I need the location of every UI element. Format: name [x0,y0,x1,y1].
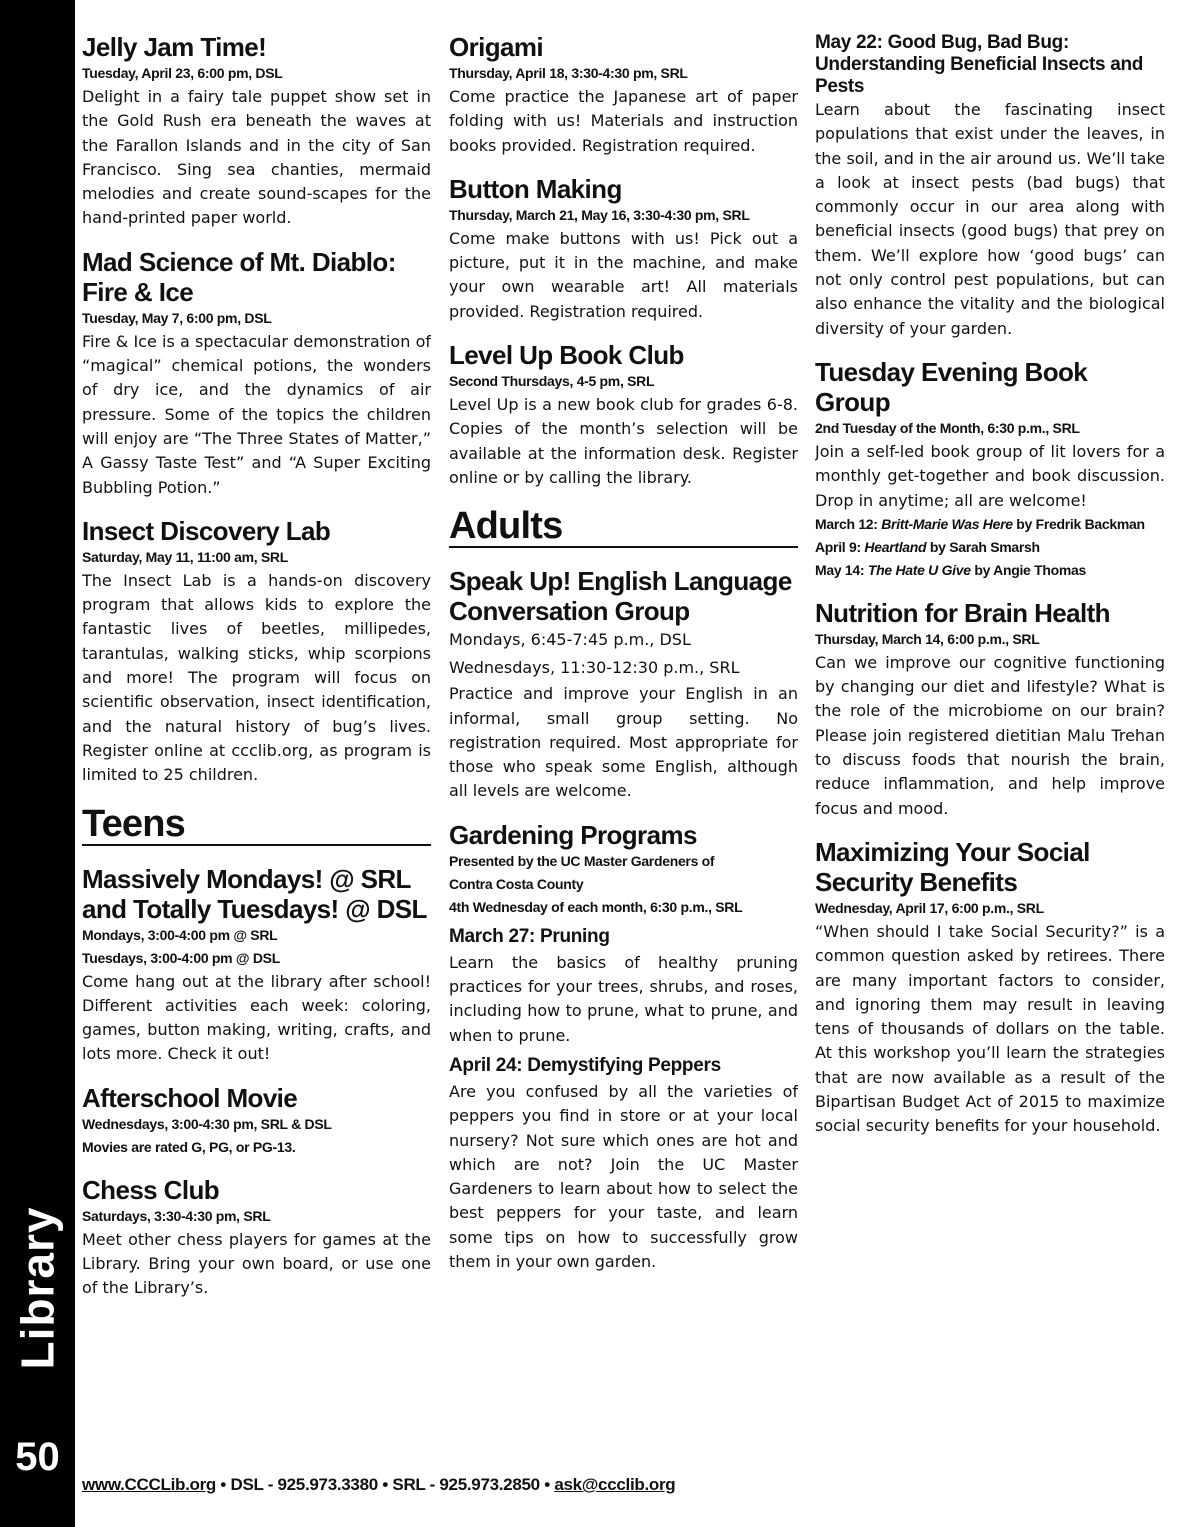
event-description: Can we improve our cognitive functioning by changing our diet and lifestyle? What is the role of the microbiome on our brain? Please join registered dietitian Malu Trehan to discuss foods that nourish the brain, reduce inflammation, and help improve focus and mood. [815,652,1165,818]
section-heading-adults: Adults [449,506,798,548]
book-title: Britt-Marie Was Here [881,515,1013,532]
event-title: Level Up Book Club [449,340,684,371]
event-meta: Thursday, March 14, 6:00 p.m., SRL [815,630,1040,647]
event-social-security [815,837,1165,1139]
event-meta: Thursday, April 18, 3:30-4:30 pm, SRL [449,65,688,81]
event-book-group [815,357,1165,582]
email-link[interactable]: ask@ccclib.org [554,1475,676,1494]
event-title: Chess Club [82,1174,220,1205]
event-level-up [449,340,798,490]
event-title-line2: Conversation Group [449,596,690,627]
event-description: Practice and improve your English in an informal, small group setting. No registration required. Most appropriate for those who speak some English, although all levels are welcome. [449,684,798,801]
event-description: Meet other chess players for games at the Library. Bring your own board, or use one of the Library’s. [82,1229,431,1298]
event-mad-science [82,247,431,500]
event-button-making [449,174,798,324]
event-meta: Thursday, March 21, May 16, 3:30-4:30 pm, SRL [449,206,750,223]
event-meta: Second Thursdays, 4-5 pm, SRL [449,373,655,390]
page-number: 50 [15,1435,60,1479]
sidebar [0,0,75,1527]
sidebar-section-label [0,1205,75,1370]
event-meta: Saturdays, 3:30-4:30 pm, SRL [82,1207,271,1224]
event-title: Jelly Jam Time! [82,32,267,62]
event-title-line1: Maximizing Your Social [815,836,1090,867]
dsl-phone: DSL - 925.973.3380 [230,1475,378,1494]
event-description: Come hang out at the library after school! Different activities each week: coloring, games, button making, writing, crafts, and lots more. Check it out! [82,971,431,1064]
book-date: March 12: [815,515,882,532]
event-speak-up [449,566,798,803]
footer-contact [82,1473,1172,1497]
book-date: April 9: [815,538,865,555]
event-gardening [449,820,798,1275]
event-title-line1: May 22: Good Bug, Bad Bug: [815,32,1069,53]
subevent-description: Learn the basics of healthy pruning practices for your trees, shrubs, and roses, including how to prune, what to prune, and when to prune. [449,952,798,1045]
event-time: Mondays, 6:45-7:45 p.m., DSL [449,630,691,650]
event-title: Gardening Programs [449,819,697,850]
event-description: Come make buttons with us! Pick out a picture, put it in the machine, and make your own wearable art! All materials provided. Registration required. [449,228,798,321]
section-heading-teens: Teens [82,804,431,846]
book-line [815,559,1165,582]
event-title-line1: Speak Up! English Language [449,566,792,597]
event-good-bug [815,32,1165,341]
book-title: The Hate U Give [867,561,971,578]
event-title: Origami [449,32,544,62]
event-title: Tuesday Evening Book Group [815,356,1088,417]
event-afterschool-movie [82,1083,431,1159]
event-meta: Contra Costa County [449,875,584,892]
event-title: Afterschool Movie [82,1082,298,1113]
event-meta: Tuesdays, 3:00-4:00 pm @ DSL [82,949,280,966]
footer-separator: • [539,1475,555,1494]
event-description: Learn about the fascinating insect populations that exist under the leaves, in the soil, and in the air around us. We’ll take a look at insect pests (bad bugs) that commonly occur in our area along with beneficial insects (good bugs) that prey on them. We’ll explore how ‘good bugs’ can not only control pest populations, but can also enhance the vitality and the biological diversity of your garden. [815,100,1165,338]
event-description: Delight in a fairy tale puppet show set in the Gold Rush era beneath the waves at the Farallon Islands and in the city of San Francisco. Sing sea chanties, mermaid melodies and create sound-scapes for the hand-printed paper world. [82,87,431,228]
book-author: by Fredrik Backman [1012,515,1145,532]
book-line [815,513,1165,536]
event-title-line3: Pests [815,76,865,97]
event-title: Nutrition for Brain Health [815,597,1110,628]
event-description: The Insect Lab is a hands-on discovery program that allows kids to explore the fantastic lives of beetles, millipedes, tarantulas, walking sticks, whip scorpions and more! The program will focus on scientific observation, insect identification, and the natural history of bug’s lives. Register online at ccclib.org, as program is limited to 25 children. [82,570,431,785]
book-title: Heartland [864,538,927,555]
footer-separator: • [377,1475,393,1494]
event-meta: Presented by the UC Master Gardeners of [449,852,715,869]
event-origami [449,32,798,158]
column-2 [449,32,798,1527]
column-3 [815,32,1165,1527]
event-nutrition [815,598,1165,821]
event-title: Button Making [449,173,622,204]
event-description: Fire & Ice is a spectacular demonstration of “magical” chemical potions, the wonders of dry ice, and the dynamics of air pressure. Some of the topics the children will enjoy are “The Three States of Matter,” A Gassy Taste Test” and “A Super Exciting Bubbling Potion.” [82,331,431,497]
event-meta: Mondays, 3:00-4:00 pm @ SRL [82,926,278,943]
website-link[interactable]: www.CCCLib.org [82,1475,216,1494]
event-description: “When should I take Social Security?” is a common question asked by retirees. There are many important factors to consider, and ignoring them may result in leaving tens of thousands of dollars on the table. At this workshop you’ll learn the strategies that are now available as a result of the Bipartisan Budget Act of 2015 to maximize social security benefits for your household. [815,921,1165,1136]
srl-phone: SRL - 925.973.2850 [392,1475,540,1494]
event-description: Join a self-led book group of lit lovers for a monthly get-together and book discussion. Drop in anytime; all are welcome! [815,441,1165,510]
event-meta: Wednesdays, 3:00-4:30 pm, SRL & DSL [82,1115,332,1132]
event-description: Level Up is a new book club for grades 6-8. Copies of the month’s selection will be available at the information desk. Register online or by calling the library. [449,395,798,487]
book-date: May 14: [815,561,868,578]
event-meta: Movies are rated G, PG, or PG-13. [82,1138,296,1155]
event-meta: 4th Wednesday of each month, 6:30 p.m., SRL [449,898,743,915]
event-title-line2: Security Benefits [815,866,1018,897]
event-time: Wednesdays, 11:30-12:30 p.m., SRL [449,658,740,678]
event-title-line2: and Totally Tuesdays! @ DSL [82,893,427,924]
event-title-line1: Massively Mondays! @ SRL [82,863,411,894]
book-line [815,536,1165,559]
event-title-line1: Mad Science of Mt. Diablo: [82,246,396,277]
book-author: by Sarah Smarsh [926,538,1040,555]
column-1 [82,32,431,1527]
event-jelly-jam [82,32,431,231]
event-title: Insect Discovery Lab [82,515,331,546]
event-massively-mondays [82,864,431,1067]
event-meta: Saturday, May 11, 11:00 am, SRL [82,548,288,565]
subevent-title: March 27: Pruning [449,925,610,947]
event-chess-club [82,1175,431,1301]
event-meta: Wednesday, April 17, 6:00 p.m., SRL [815,899,1044,916]
event-title-line2: Fire & Ice [82,276,194,307]
event-meta: Tuesday, April 23, 6:00 pm, DSL [82,65,283,81]
event-meta: Tuesday, May 7, 6:00 pm, DSL [82,309,272,326]
book-author: by Angie Thomas [970,561,1086,578]
event-description: Come practice the Japanese art of paper folding with us! Materials and instruction books provided. Registration required. [449,87,798,155]
event-meta: 2nd Tuesday of the Month, 6:30 p.m., SRL [815,419,1080,436]
event-insect-lab [82,516,431,788]
subevent-title: April 24: Demystifying Peppers [449,1054,721,1076]
sidebar-label-text: Library [11,1206,64,1369]
footer-separator: • [216,1475,231,1494]
event-title-line2: Understanding Beneficial Insects and [815,54,1144,75]
subevent-description: Are you confused by all the varieties of peppers you find in store or at your local nursery? Not sure which ones are hot and which are not? Join the UC Master Gardeners to learn about how to select the best peppers for your taste, and learn some tips on how to successfully grow them in your own garden. [449,1081,798,1272]
